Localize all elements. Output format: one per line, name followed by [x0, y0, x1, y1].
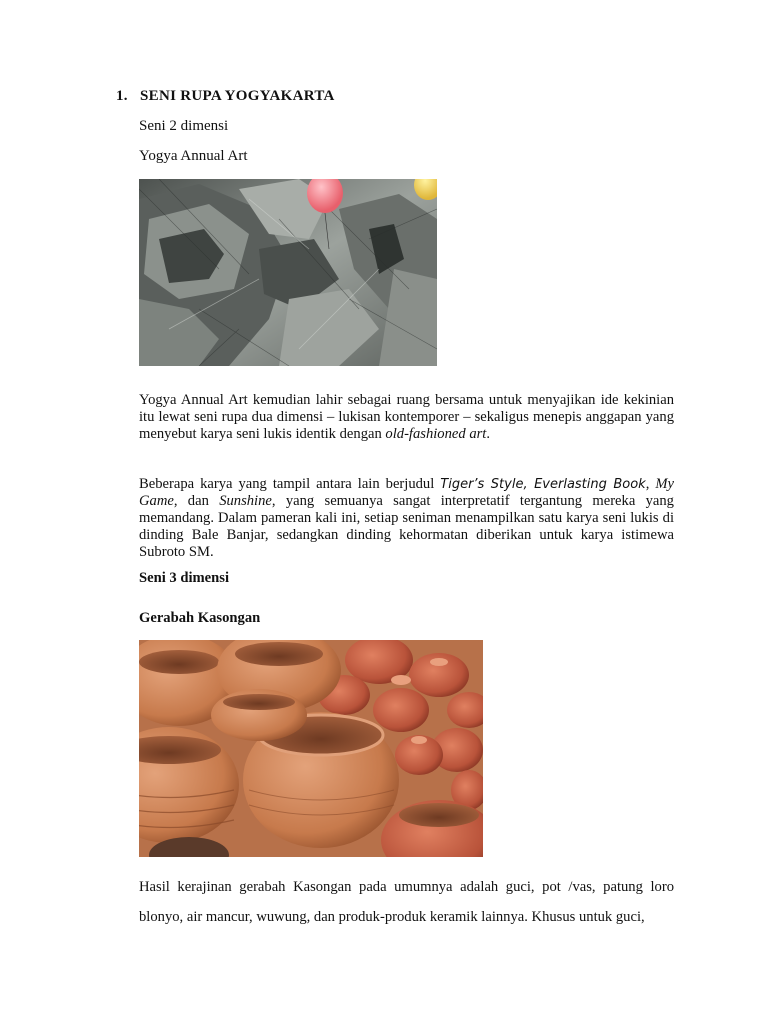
works-separator-3: , dan	[173, 493, 220, 509]
annual-art-mural-image	[139, 179, 437, 366]
paragraph-annual-art-text: Yogya Annual Art kemudian lahir sebagai ruang bersama untuk menyajikan ide kekinian itu lewat seni rupa dua dimensi – lukisan kontemporer – sekaligus menepis anggapan yang menyebut karya seni lukis identik dengan	[139, 392, 674, 442]
work-sunshine: Sunshine	[219, 493, 272, 509]
event-title: Yogya Annual Art	[139, 148, 248, 164]
paragraph-works-intro: Beberapa karya yang tampil antara lain berjudul	[139, 476, 441, 492]
work-tigers-style: Tiger’s Style	[440, 477, 524, 492]
paragraph-annual-art-end: .	[486, 426, 491, 442]
subheading-3d: Seni 3 dimensi	[139, 570, 230, 586]
work-my-game: My Game	[139, 476, 674, 509]
work-everlasting-book: Everlasting Book	[534, 477, 646, 492]
kasongan-pottery-image	[139, 640, 483, 857]
craft-title: Gerabah Kasongan	[139, 610, 261, 626]
paragraph-works	[139, 476, 674, 561]
works-separator-2: ,	[645, 476, 656, 492]
italic-old-fashioned-art: old-fashioned art	[385, 426, 487, 442]
section-title: SENI RUPA YOGYAKARTA	[140, 88, 335, 104]
paragraph-kasongan: Hasil kerajinan gerabah Kasongan pada umumnya adalah guci, pot /vas, patung loro blonyo, air mancur, wuwung, dan produk-produk keramik lainnya. Khusus untuk guci,	[139, 879, 674, 925]
paragraph-works-rest: , yang semuanya sangat interpretatif tergantung mereka yang memandang. Dalam pameran kali ini, setiap seniman menampilkan satu karya seni lukis di dinding Bale Banjar, sedangkan dinding kehormatan diberikan untuk karya istimewa Subroto SM.	[139, 493, 674, 560]
mural-drawing	[139, 179, 437, 366]
pottery-photo	[139, 640, 483, 857]
section-heading	[116, 88, 335, 105]
works-separator-1: ,	[523, 477, 535, 492]
paragraph-annual-art	[139, 392, 674, 443]
subheading-2d: Seni 2 dimensi	[139, 118, 229, 134]
section-number: 1.	[116, 88, 128, 104]
